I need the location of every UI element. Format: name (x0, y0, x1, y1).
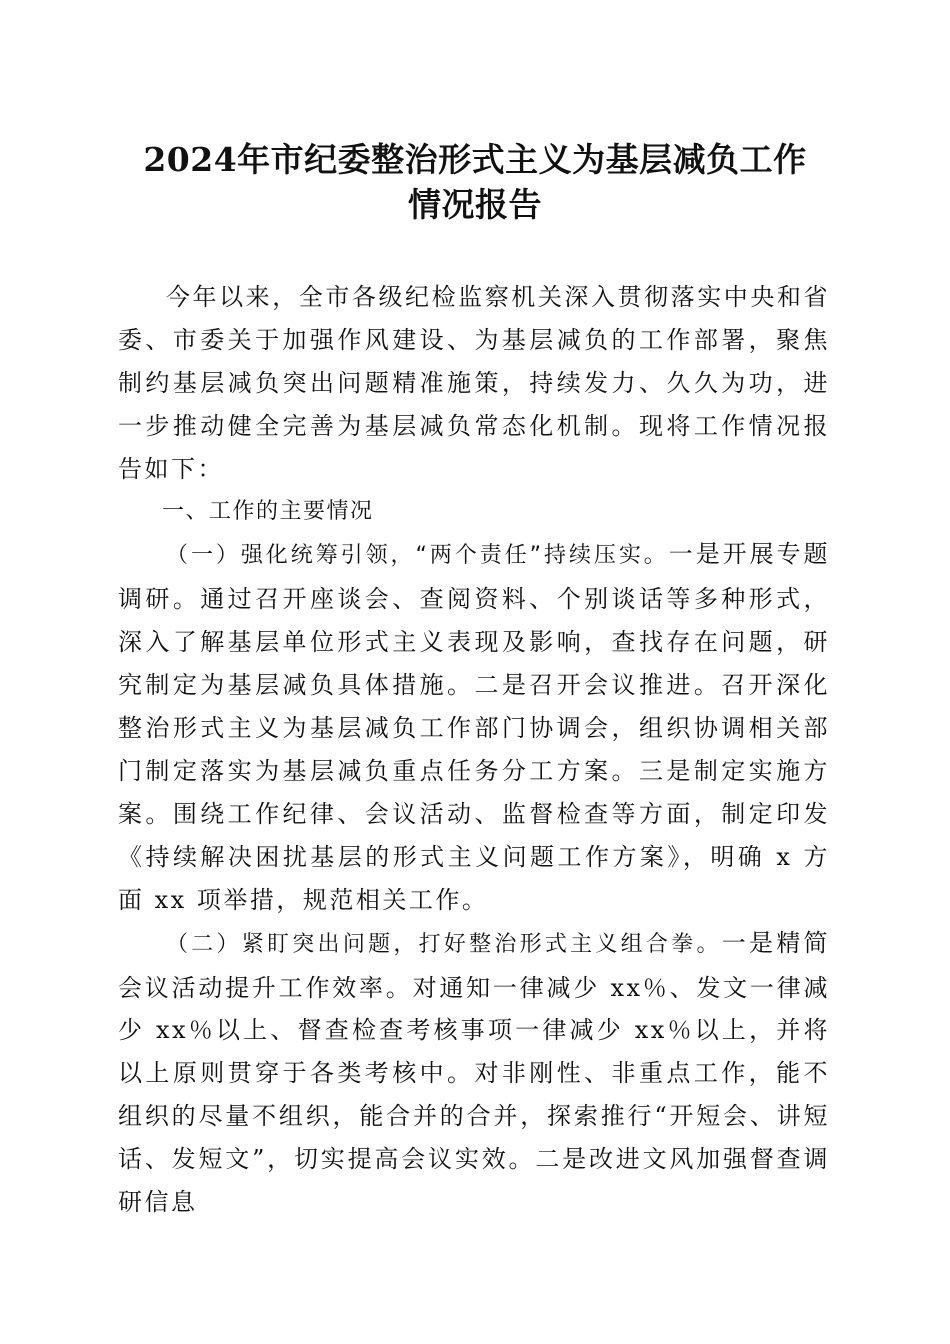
section-heading: 一、工作的主要情况 (162, 498, 374, 524)
subsection-1-paragraph (118, 533, 830, 921)
document-body (118, 276, 830, 1224)
subsection-2-text: 一是精简会议活动提升工作效率。对通知一律减少 xx％、发文一律减少 xx％以上、督查检查考核事项一律减少 xx％以上，并将以上原则贯穿于各类考核中。对非刚性、非重点工作，能不组织的尽量不组织，能合并的合并，探索推行“开短会、讲短话、发短文”，切实提高会议实效。二是改进文风加强督查调研信息 (118, 928, 830, 1217)
subsection-2-heading: （二）紧盯突出问题，打好整治形式主义组合拳。 (166, 931, 722, 957)
subsection-1-text: 一是开展专题调研。通过召开座谈会、查阅资料、个别谈话等多种形式，深入了解基层单位形式主义表现及影响，查找存在问题，研究制定为基层减负具体措施。二是召开会议推进。召开深化整治形式主义为基层减负工作部门协调会，组织协调相关部门制定落实为基层减负重点任务分工方案。三是制定实施方案。围绕工作纪律、会议活动、监督检查等方面，制定印发《持续解决困扰基层的形式主义问题工作方案》，明确 x 方面 xx 项举措，规范相关工作。 (118, 540, 831, 914)
subsection-2-paragraph (118, 922, 830, 1224)
intro-paragraph: 今年以来，全市各级纪检监察机关深入贯彻落实中央和省委、市委关于加强作风建设、为基层减负的工作部署，聚焦制约基层减负突出问题精准施策，持续发力、久久为功，进一步推动健全完善为基层减负常态化机制。现将工作情况报告如下： (118, 283, 830, 483)
document-title-line-2: 情况报告 (408, 185, 542, 224)
subsection-1-heading: （一）强化统筹引领，“两个责任”持续压实。 (166, 543, 669, 569)
document-title-line-1: 2024年市纪委整治形式主义为基层减负工作 (143, 140, 807, 179)
